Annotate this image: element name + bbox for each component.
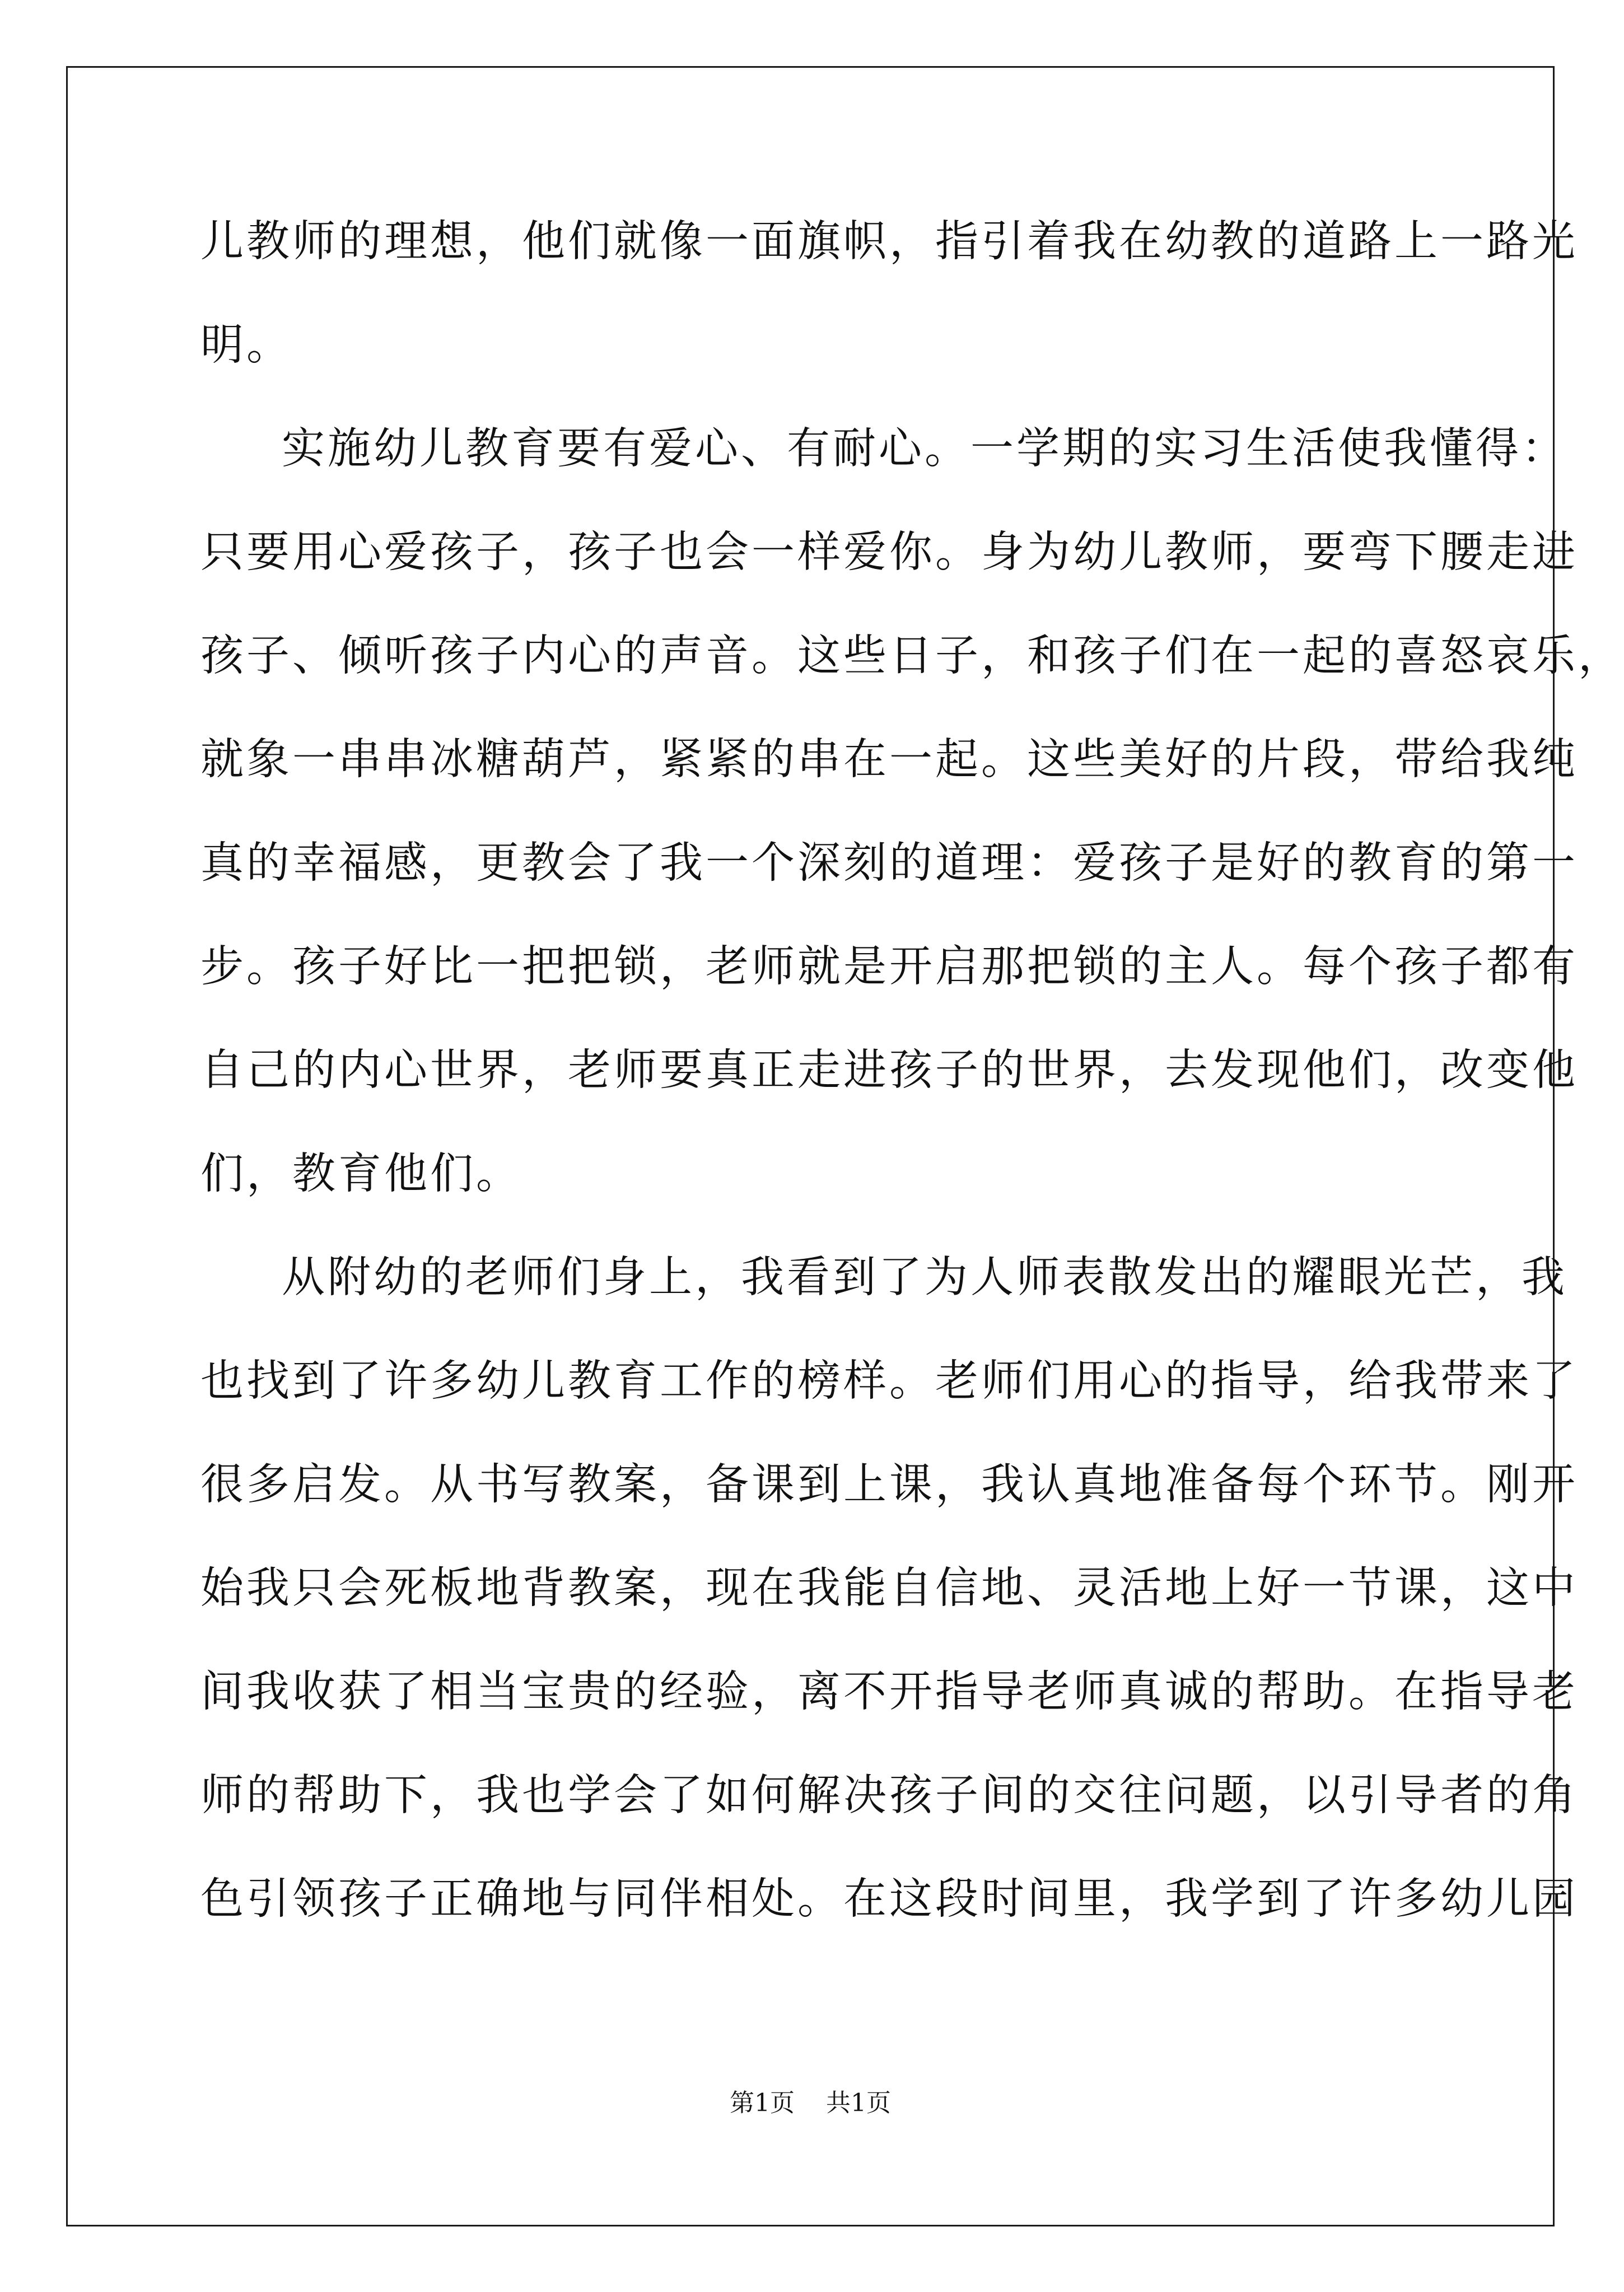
text-line: 间我收获了相当宝贵的经验，离不开指导老师真诚的帮助。在指导老 (200, 1667, 1578, 1717)
text-line: 也找到了许多幼儿教育工作的榜样。老师们用心的指导，给我带来了 (200, 1356, 1578, 1406)
text-line: 明。 (200, 320, 292, 370)
text-line: 始我只会死板地背教案，现在我能自信地、灵活地上好一节课，这中 (200, 1563, 1578, 1613)
text-line: 真的幸福感，更教会了我一个深刻的道理：爱孩子是好的教育的第一 (200, 838, 1578, 888)
text-line: 色引领孩子正确地与同伴相处。在这段时间里，我学到了许多幼儿园 (200, 1874, 1578, 1924)
text-line: 儿教师的理想，他们就像一面旗帜，指引着我在幼教的道路上一路光 (200, 217, 1578, 267)
text-line: 们，教育他们。 (200, 1149, 522, 1199)
page-number: 第1页 (730, 2089, 795, 2117)
text-line: 师的帮助下，我也学会了如何解决孩子间的交往问题，以引导者的角 (200, 1771, 1578, 1820)
text-line: 只要用心爱孩子，孩子也会一样爱你。身为幼儿教师，要弯下腰走进 (200, 528, 1578, 577)
text-line: 从附幼的老师们身上，我看到了为人师表散发出的耀眼光芒，我 (282, 1253, 1567, 1303)
text-line: 很多启发。从书写教案，备课到上课，我认真地准备每个环节。刚开 (200, 1460, 1578, 1510)
text-line: 自己的内心世界，老师要真正走进孩子的世界，去发现他们，改变他 (200, 1045, 1578, 1095)
text-line: 孩子、倾听孩子内心的声音。这些日子，和孩子们在一起的喜怒哀乐， (200, 631, 1624, 681)
text-line: 就象一串串冰糖葫芦，紧紧的串在一起。这些美好的片段，带给我纯 (200, 735, 1578, 785)
page-total: 共1页 (826, 2089, 891, 2117)
text-line: 步。孩子好比一把把锁，老师就是开启那把锁的主人。每个孩子都有 (200, 942, 1578, 992)
text-line: 实施幼儿教育要有爱心、有耐心。一学期的实习生活使我懂得： (282, 424, 1567, 474)
page-footer (0, 2088, 1621, 2119)
